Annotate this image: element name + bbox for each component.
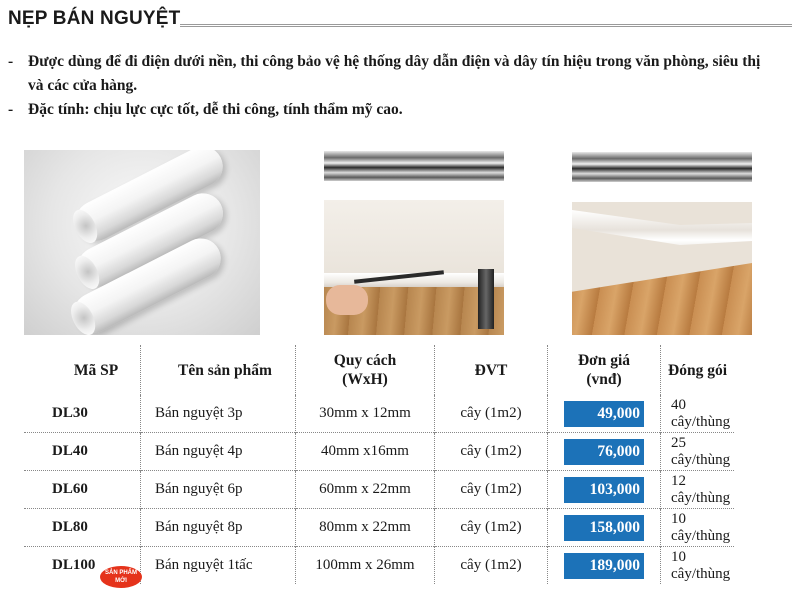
description-item <box>8 50 778 98</box>
cell-pack: 10 cây/thùng <box>671 510 731 544</box>
cell-spec: 100mm x 26mm <box>296 547 435 585</box>
cell-spec: 80mm x 22mm <box>296 509 435 547</box>
cell-code: DL30 <box>24 395 141 433</box>
cell-spec: 60mm x 22mm <box>296 471 435 509</box>
baseboard-photo <box>572 202 752 335</box>
price-badge: 76,000 <box>564 439 644 465</box>
col-header-name: Tên sản phẩm <box>141 345 296 395</box>
cell-price <box>548 547 661 585</box>
cell-name: Bán nguyệt 1tấc <box>141 547 296 585</box>
product-photo-rolls <box>24 150 260 335</box>
cell-unit: cây (1m2) <box>435 509 548 547</box>
cell-unit: cây (1m2) <box>435 433 548 471</box>
cell-name: Bán nguyệt 3p <box>141 395 296 433</box>
cell-name: Bán nguyệt 4p <box>141 433 296 471</box>
description-list <box>8 50 778 122</box>
col-header-price-line2: (vnđ) <box>586 371 622 388</box>
description-text: Đặc tính: chịu lực cực tốt, dễ thi công, tính thẩm mỹ cao. <box>28 101 403 118</box>
bullet-dash: - <box>8 53 14 70</box>
table-row <box>24 471 734 509</box>
table-header-row <box>24 345 734 395</box>
description-item <box>8 98 778 122</box>
col-header-price <box>548 345 661 395</box>
col-header-unit: ĐVT <box>435 345 548 395</box>
bullet-dash: - <box>8 101 14 118</box>
cell-code: DL100 <box>24 547 141 585</box>
table-row <box>24 509 734 547</box>
col-header-price-line1: Đơn giá <box>577 352 631 369</box>
cell-unit: cây (1m2) <box>435 395 548 433</box>
cell-name: Bán nguyệt 8p <box>141 509 296 547</box>
col-header-pack: Đóng gói <box>668 361 727 379</box>
price-badge: 158,000 <box>564 515 644 541</box>
cell-pack: 10 cây/thùng <box>671 548 731 582</box>
cell-spec: 40mm x16mm <box>296 433 435 471</box>
badge-line1: SẢN PHẨM <box>104 570 137 576</box>
cell-price <box>548 395 661 433</box>
cell-price <box>548 433 661 471</box>
price-badge: 49,000 <box>564 401 644 427</box>
page-title: NẸP BÁN NGUYỆT <box>8 8 181 29</box>
cell-pack: 12 cây/thùng <box>671 472 731 506</box>
cell-price <box>548 509 661 547</box>
table-row <box>24 395 734 433</box>
price-badge: 189,000 <box>564 553 644 579</box>
title-divider <box>180 24 792 27</box>
installation-photo <box>324 200 504 335</box>
col-header-spec-line1: Quy cách <box>333 352 397 369</box>
cell-pack: 40 cây/thùng <box>671 396 731 430</box>
price-table <box>24 345 734 584</box>
col-header-spec <box>296 345 435 395</box>
table-row <box>24 433 734 471</box>
cell-name: Bán nguyệt 6p <box>141 471 296 509</box>
col-header-code: Mã SP <box>24 345 141 395</box>
cell-price <box>548 471 661 509</box>
cell-code: DL40 <box>24 433 141 471</box>
badge-line2: MỚI <box>115 578 127 584</box>
description-text: Được dùng để đi điện dưới nền, thi công bảo vệ hệ thống dây dẫn điện và dây tín hiệu trong văn phòng, siêu thị và các cửa hàng. <box>28 53 761 94</box>
cell-code: DL60 <box>24 471 141 509</box>
trim-profile-photo <box>572 152 752 182</box>
cell-spec: 30mm x 12mm <box>296 395 435 433</box>
col-header-spec-line2: (WxH) <box>342 371 388 388</box>
cell-unit: cây (1m2) <box>435 471 548 509</box>
trim-profile-photo <box>324 151 504 181</box>
new-product-badge <box>100 566 142 588</box>
cell-code: DL80 <box>24 509 141 547</box>
price-badge: 103,000 <box>564 477 644 503</box>
cell-unit: cây (1m2) <box>435 547 548 585</box>
cell-pack: 25 cây/thùng <box>671 434 731 468</box>
